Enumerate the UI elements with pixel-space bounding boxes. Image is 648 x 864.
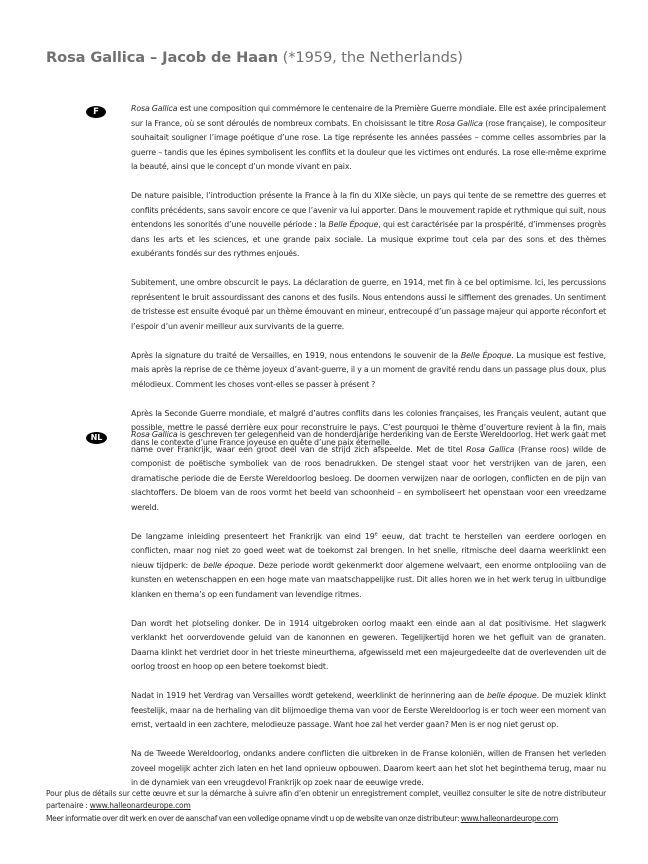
- italic-title: belle époque: [486, 691, 537, 700]
- page-title: [46, 49, 463, 66]
- text-run: Nadat in 1919 het Verdrag van Versailles wordt getekend, weerklinkt de herinnering aan de: [131, 691, 487, 700]
- paragraph: [131, 530, 606, 603]
- distributor-link-fr[interactable]: www.halleonardeurope.com: [89, 801, 191, 811]
- paragraph: [131, 189, 606, 262]
- language-badge-fr: F: [86, 106, 106, 118]
- text-run: (rose française), le compositeur souhaitait souligner l’image poétique d’une rose. La tige représente les années passées – comme celles assombries par la guerre – tandis que les épines symbolisent les conflits et la douleur que les victimes ont endurés. La rose elle-même exprime la beauté, ainsi que le concept d’un monde vivant en paix.: [131, 118, 607, 171]
- footer-fr: [46, 788, 606, 813]
- superscript: e: [374, 530, 378, 537]
- footer: [46, 788, 606, 825]
- text-run: . Deze periode wordt gekenmerkt door algemene welvaart, een enorme ontplooiing van de kunsten en wetenschappen en een hoge mate van maatschappelijke rust. Dit alles horen we in het werk terug in uitbundige klanken en thema’s op een fundament van levendige ritmes.: [131, 560, 606, 599]
- italic-title: belle époque: [203, 560, 254, 570]
- italic-title: Rosa Gallica: [466, 444, 515, 454]
- text-run: est une composition qui commémore le centenaire de la Première Guerre mondiale. Elle est axée principalement sur la France, où se sont déroulés de nombreux combats. En choisissant le titre: [131, 104, 606, 128]
- text-run: Dan wordt het plotseling donker. De in 1914 uitgebroken oorlog maakt een einde aan al dat positivisme. Het slagwerk verklankt het oorverdovende geluid van de kanonnen en geweren. Tegelijkertijd horen we het gefluit van de granaten. Daarna klinkt het verdriet door in het trieste mineurthema, afgewisseld met een majeurgedeelte dat de overlevenden uit de oorlog troost en hoop op een betere toekomst biedt.: [131, 618, 606, 671]
- text-run: is geschreven ter gelegenheid van de honderdjarige herdenking van de Eerste Wereldoorlog. Het werk gaat met name over Frankrijk, waar een groot deel van de strijd zich afspeelde. Met de titel: [131, 430, 606, 454]
- text-run: Après la signature du traité de Versailles, en 1919, nous entendons le souvenir de la: [131, 350, 461, 360]
- text-run: Subitement, une ombre obscurcit le pays. La déclaration de guerre, en 1914, met fin à ce bel optimisme. Ici, les percussions représentent le bruit assourdissant des canons et des fusils. Nous entendons aussi le sifflement des grenades. Un sentiment de tristesse est ensuite évoqué par un thème émouvant en mineur, entrecoupé d’un passage majeur qui apporte réconfort et l’espoir d’un avenir meilleur aux survivants de la guerre.: [131, 278, 606, 331]
- paragraph: [131, 428, 606, 515]
- italic-title: Belle Époque: [460, 350, 512, 360]
- italic-title: Rosa Gallica: [131, 430, 178, 439]
- title-main: Rosa Gallica – Jacob de Haan: [46, 49, 279, 66]
- text-run: (Franse roos) wilde de componist de poëtische symboliek van de roos benadrukken. De stengel staat voor het verstrijken van de jaren, een dramatische periode die de Eerste Wereldoorlog besloeg. De doornen verwijzen naar de oorlogen, conflicten en de pijn van slachtoffers. De bloem van de roos vormt het beeld van schoonheid – en symboliseert het openstaan voor een vreedzame wereld.: [131, 444, 607, 512]
- paragraph: [131, 349, 606, 393]
- paragraph: [131, 617, 606, 675]
- paragraph: [131, 276, 606, 334]
- section-french: [131, 102, 606, 450]
- title-subtitle: (*1959, the Netherlands): [278, 49, 463, 66]
- text-run: Na de Tweede Wereldoorlog, ondanks andere conflicten die uitbreken in de Franse koloniën, willen de Fransen het verleden zoveel mogelijk achter zich laten en het land opnieuw opbouwen. Daarom keert aan het slot het beginthema terug, maar nu in de dynamiek van een vreugdevol Frankrijk op zoek naar de eeuwige vrede.: [131, 749, 606, 787]
- distributor-link-nl[interactable]: www.halleonardeurope.com: [460, 813, 559, 823]
- footer-nl-text: Meer informatie over dit werk en over de aanschaf van een volledige opname vindt u op de website van onze distributeur:: [46, 813, 461, 823]
- footer-nl: [46, 813, 606, 825]
- paragraph: [131, 689, 606, 733]
- section-dutch: [131, 428, 606, 791]
- paragraph: [131, 102, 606, 175]
- language-badge-nl: NL: [86, 432, 107, 444]
- italic-title: Rosa Gallica: [436, 118, 483, 128]
- paragraph: [131, 747, 606, 791]
- text-run: , qui est caractérisée par la prospérité, d’immenses progrès dans les arts et les sciences, et une grande paix sociale. La musique exprime tout cela par des sons et des thèmes exubérants fondés sur des rythmes enjoués.: [131, 220, 606, 258]
- text-run: Après la Seconde Guerre mondiale, et malgré d’autres conflits dans les colonies françaises, les Français veulent, autant que possible, mettre le passé derrière eux pour reconstruire le pays. C’est pourquoi le thème d’ouverture revient à la fin, mais dans le contexte d’une France joyeuse en quête d’une paix éternelle.: [131, 408, 606, 447]
- italic-title: Rosa Gallica: [131, 104, 178, 113]
- text-run: De nature paisible, l’introduction présente la France à la fin du XIXe siècle, un pays qui tente de se remettre des guerres et conflits précédents, sans savoir encore ce que l’avenir va lui apporter. Dans le mouvement rapide et rythmique qui suit, nous entendons les sonorités d’une nouvelle période : la: [131, 191, 606, 229]
- footer-fr-text: Pour plus de détails sur cette œuvre et sur la démarche à suivre afin d’en obtenir un enregistrement complet, veuillez consulter le site de notre distributeur partenaire :: [46, 789, 606, 811]
- text-run: De langzame inleiding presenteert het Frankrijk van eind 19: [131, 531, 375, 541]
- italic-title: Belle Époque: [328, 220, 379, 229]
- text-run: eeuw, dat tracht te herstellen van eerdere oorlogen en conflicten, maar nog niet zo goed weet wat de toekomst zal brengen. In het snelle, ritmische deel daarna weerklinkt een nieuw tijdperk: de: [131, 531, 606, 570]
- text-run: . De muziek klinkt feestelijk, maar na de herhaling van dit blijmoedige thema van voor de Eerste Wereldoorlog is er toch weer een moment van ernst, vertaald in een zachtere, melodieuze passage. Want hoe zal het verder gaan? Men is er nog niet gerust op.: [131, 691, 606, 729]
- text-run: . La musique est festive, mais après la reprise de ce thème joyeux d’avant-guerre, il y a un moment de gravité rendu dans un passage plus doux, plus mélodieux. Comment les choses vont-elles se passer à présent ?: [131, 350, 606, 389]
